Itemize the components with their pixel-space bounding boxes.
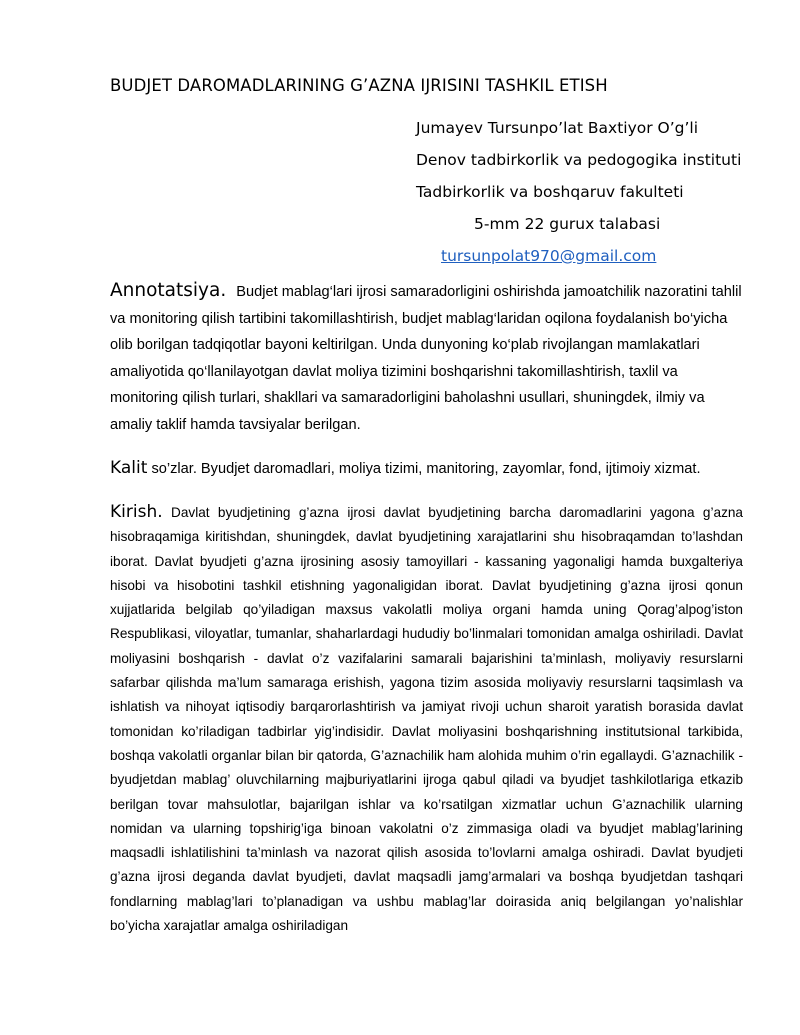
keywords-heading: Kalit bbox=[110, 458, 148, 478]
author-institute: Denov tadbirkorlik va pedogogika instituti bbox=[416, 151, 742, 169]
introduction-heading: Kirish. bbox=[110, 502, 163, 522]
author-block bbox=[416, 112, 746, 272]
abstract-paragraph bbox=[110, 278, 746, 438]
author-faculty: Tadbirkorlik va boshqaruv fakulteti bbox=[416, 183, 684, 201]
author-group: 5-mm 22 gurux talabasi bbox=[474, 215, 661, 233]
paper-title: BUDJET DAROMADLARINING G’AZNA IJRISINI TASHKIL ETISH bbox=[110, 76, 608, 95]
keywords-paragraph bbox=[110, 455, 750, 482]
author-email-link[interactable]: tursunpolat970@gmail.com bbox=[441, 247, 657, 265]
abstract-heading: Annotatsiya. bbox=[110, 280, 227, 301]
keywords-text: so’zlar. Byudjet daromadlari, moliya tizimi, manitoring, zayomlar, fond, ijtimoiy xizmat. bbox=[151, 461, 701, 477]
abstract-text: Budjet mablag‘lari ijrosi samaradorligini oshirishda jamoatchilik nazoratini tahlil va monitoring qilish tartibini takomillashtirish, budjet mablag‘laridan oqilona foydalanish bo‘yicha olib borilgan tadqiqotlar bayoni keltirilgan. Unda dunyoning ko‘plab rivojlangan mamlakatlari amaliyotida qo‘llanilayotgan davlat moliya tizimini boshqarishni takomillashtirish, taxlil va monitoring qilish turlari, shakllari va samaradorligini baholashni usullari, shuningdek, ilmiy va amaliy taklif hamda tavsiyalar berilgan. bbox=[110, 284, 742, 433]
introduction-text: Davlat byudjetining g’azna ijrosi davlat byudjetining barcha daromadlarini yagona g’azna hisobraqamiga kiritishdan, shuningdek, davlat byudjetining xarajatlarini shu hisobraqamdan to’lashdan iborat. Davlat byudjeti g’azna ijrosining asosiy tamoyillari - kassaning yagonaligi hamda buxgalteriya hisobi va hisobotini tashkil etishning yagonaligidan iborat. Davlat byudjetining g’azna ijrosi qonun xujjatlarida belgilab qo’yiladigan maxsus vakolatli moliya organi hamda uning Qorag’alpog’iston Respublikasi, viloyatlar, tumanlar, shaharlardagi hududiy bo’linmalari tomonidan amalga oshiriladi. Davlat moliyasini boshqarish - davlat o’z vazifalarini samarali bajarishini ta’minlash, moliyaviy resurslarni safarbar qilishda ma’lum samaraga erishish, yagona tizim asosida moliyaviy resurslarni taqsimlash va ishlatish va nihoyat iqtisodiy barqarorlashtirish va jamiyat rivoji uchun sharoit yaratish borasida davlat tomonidan ko’riladigan tadbirlar yig’indisidir. Davlat moliyasini boshqarishning institutsional tarkibida, boshqa vakolatli organlar bilan bir qatorda, G’aznachilik ham alohida muhim o’rin egallaydi. G’aznachilik - byudjetdan mablag’ oluvchilarning majburiyatlarini ijroga qabul qiladi va byudjet tashkilotlariga etkazib berilgan tovar mahsulotlar, bajarilgan ishlar va ko’rsatilgan xizmatlar uchun G’aznachilik ularning nomidan va ularning topshirig’iga binoan vakolatni o’z zimmasiga oladi va byudjet mablag’larining maqsadli ishlatilishini ta’minlash va nazorat qilish asosida to’lovlarni amalga oshiradi. Davlat byudjeti g’azna ijrosi deganda davlat byudjeti, davlat maqsadli jamg’armalari va boshqa byudjetdan tashqari fondlarning mablag’lari to’planadigan va ushbu mablag’lar doirasida aniq belgilangan yo’nalishlar bo’yicha xarajatlar amalga oshiriladigan bbox=[110, 505, 743, 934]
author-name: Jumayev Tursunpo’lat Baxtiyor O’g’li bbox=[416, 119, 699, 137]
introduction-paragraph bbox=[110, 500, 743, 938]
